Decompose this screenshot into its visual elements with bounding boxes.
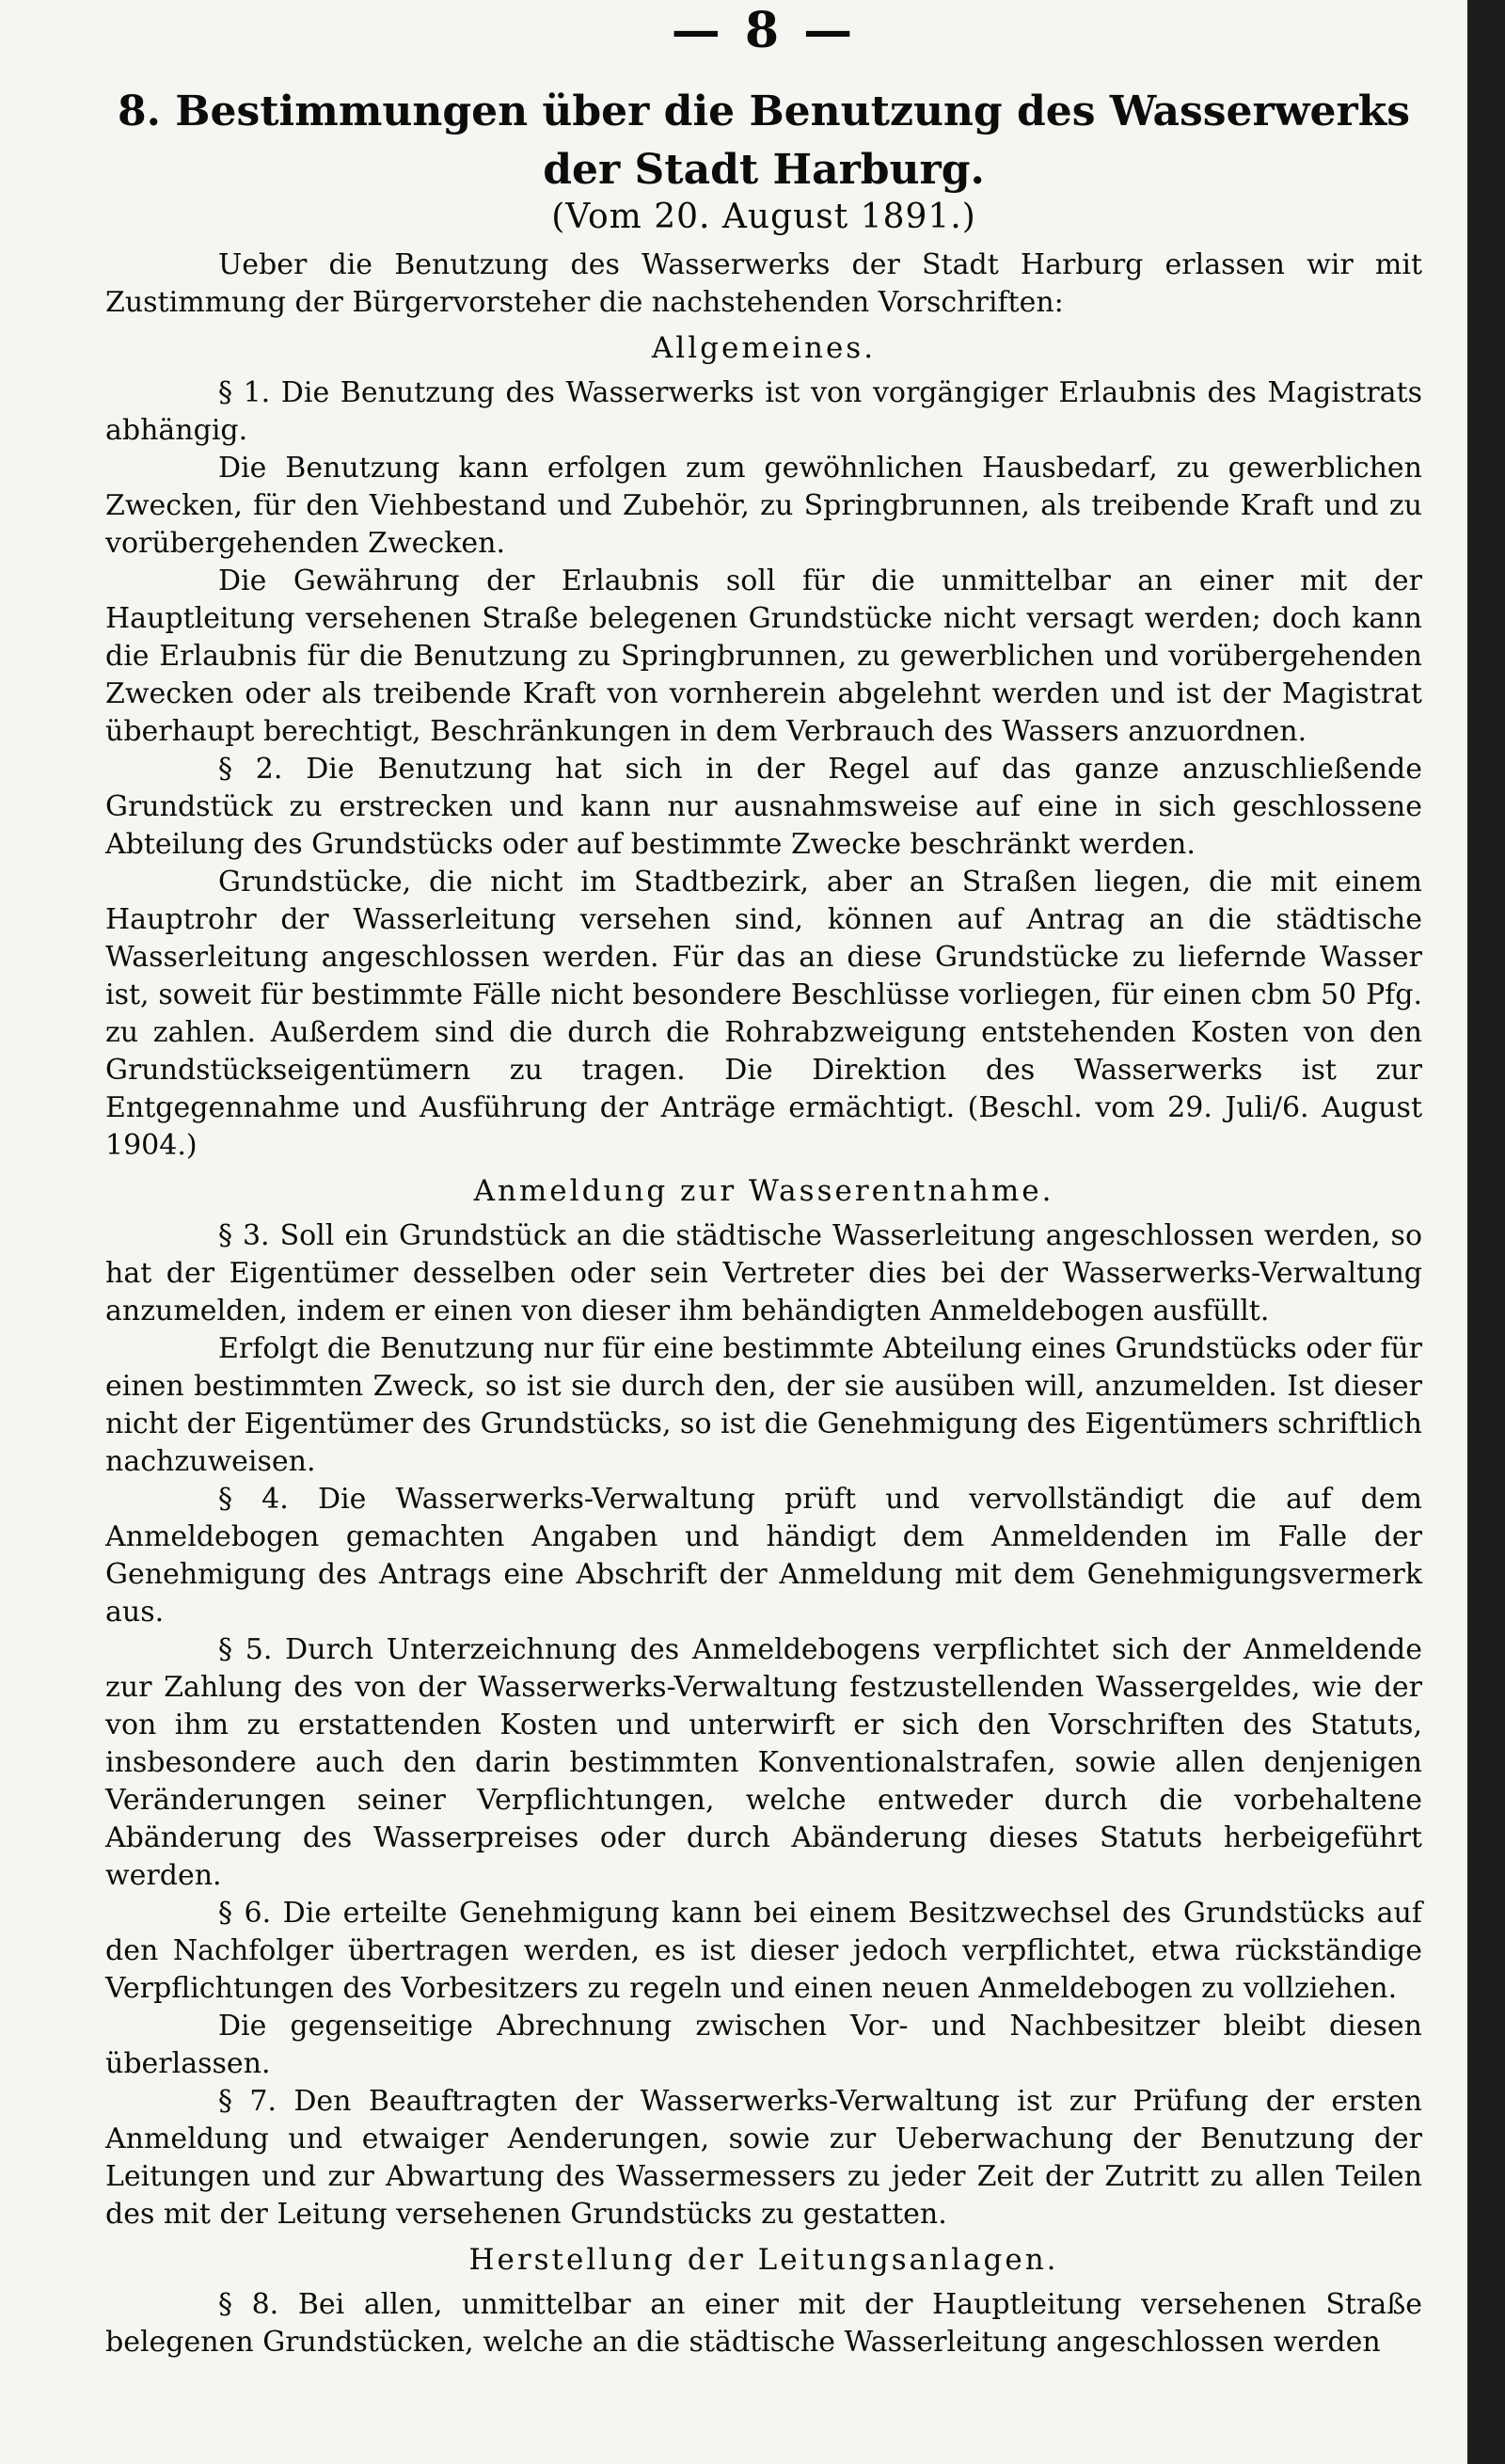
dateline: (Vom 20. August 1891.): [551, 198, 976, 236]
section-heading-registration: Anmeldung zur Wasserentnahme.: [473, 1174, 1054, 1208]
section-heading-installation: Herstellung der Leitungsanlagen.: [468, 2243, 1059, 2277]
scan-edge-strip: [1467, 0, 1505, 2464]
paragraph-s4: § 4. Die Wasserwerks-Verwaltung prüft und vervollständigt die auf dem Anmeldebogen gemachten Angaben und händigt dem Anmeldenden im Falle der Genehmigung des Antrags eine Abschrift der Anmeldung mit dem Genehmigungsvermerk aus.: [105, 1483, 1422, 1629]
paragraph-s2: § 2. Die Benutzung hat sich in der Regel auf das ganze anzuschließende Grundstück zu erstrecken und kann nur ausnahmsweise auf eine in sich geschlossene Abteilung des Grundstücks oder auf bestimmte Zwecke beschränkt werden.: [105, 753, 1422, 861]
paragraph-s6: § 6. Die erteilte Genehmigung kann bei einem Besitzwechsel des Grundstücks auf den Nachfolger übertragen werden, es ist dieser jedoch verpflichtet, etwa rückständige Verpflichtungen des Vorbesitzers zu regeln und einen neuen Anmeldebogen zu vollziehen.: [105, 1897, 1422, 2005]
paragraph-s3b: Erfolgt die Benutzung nur für eine bestimmte Abteilung eines Grundstücks oder für einen bestimmten Zweck, so ist sie durch den, der sie ausüben will, anzumelden. Ist dieser nicht der Eigentümer des Grundstücks, so ist die Genehmigung des Eigentümers schriftlich nachzuweisen.: [105, 1332, 1422, 1478]
paragraph-s7: § 7. Den Beauftragten der Wasserwerks-Verwaltung ist zur Prüfung der ersten Anmeldung und etwaiger Aenderungen, sowie zur Ueberwachung der Benutzung der Leitungen und zur Abwartung des Wassermessers zu jeder Zeit der Zutritt zu allen Teilen des mit der Leitung versehenen Grundstücks zu gestatten.: [105, 2085, 1422, 2231]
paragraph-s3: § 3. Soll ein Grundstück an die städtische Wasserleitung angeschlossen werden, so hat der Eigentümer desselben oder sein Vertreter dies bei der Wasserwerks-Verwaltung anzumelden, indem er einen von dieser ihm behändigten Anmeldebogen ausfüllt.: [105, 1219, 1422, 1327]
paragraph-s5: § 5. Durch Unterzeichnung des Anmeldebogens verpflichtet sich der Anmeldende zur Zahlung des von der Wasserwerks-Verwaltung festzustellenden Wassergeldes, wie der von ihm zu erstattenden Kosten und unterwirft er sich den Vorschriften des Statuts, insbesondere auch den darin bestimmten Konventionalstrafen, sowie allen denjenigen Veränderungen seiner Verpflichtungen, welche entweder durch die vorbehaltene Abänderung des Wasserpreises oder durch Abänderung dieses Statuts herbeigeführt werden.: [105, 1633, 1422, 1892]
paragraph-s6b: Die gegenseitige Abrechnung zwischen Vor- und Nachbesitzer bleibt diesen überlassen.: [105, 2010, 1422, 2080]
title-line-2: der Stadt Harburg.: [543, 146, 985, 194]
paragraph-s8: § 8. Bei allen, unmittelbar an einer mit der Hauptleitung versehenen Straße belegenen Grundstücken, welche an die städtische Wasserleitung angeschlossen werden: [105, 2288, 1422, 2359]
paragraph-s1b: Die Benutzung kann erfolgen zum gewöhnlichen Hausbedarf, zu gewerblichen Zwecken, für den Viehbestand und Zubehör, zu Springbrunnen, als treibende Kraft und zu vorübergehenden Zwecken.: [105, 452, 1422, 560]
page-number: — 8 —: [671, 2, 857, 59]
paragraph-s1: § 1. Die Benutzung des Wasserwerks ist von vorgängiger Erlaubnis des Magistrats abhängig.: [105, 376, 1422, 447]
title-line-1: 8. Bestimmungen über die Benutzung des Wasserwerks: [118, 87, 1410, 135]
body-text: [105, 246, 1422, 2361]
intro-paragraph: Ueber die Benutzung des Wasserwerks der Stadt Harburg erlassen wir mit Zustimmung der Bürgervorsteher die nachstehenden Vorschriften:: [105, 248, 1422, 319]
document-title: [105, 83, 1422, 199]
paragraph-s2b: Grundstücke, die nicht im Stadtbezirk, aber an Straßen liegen, die mit einem Hauptrohr der Wasserleitung versehen sind, können auf Antrag an die städtische Wasserleitung angeschlossen werden. Für das an diese Grundstücke zu liefernde Wasser ist, soweit für bestimmte Fälle nicht besondere Beschlüsse vorliegen, für einen cbm 50 Pfg. zu zahlen. Außerdem sind die durch die Rohrabzweigung entstehenden Kosten von den Grundstückseigentümern zu tragen. Die Direktion des Wasserwerks ist zur Entgegennahme und Ausführung der Anträge ermächtigt. (Beschl. vom 29. Juli/6. August 1904.): [105, 866, 1422, 1162]
section-heading-general: Allgemeines.: [651, 331, 877, 365]
paragraph-s1c: Die Gewährung der Erlaubnis soll für die unmittelbar an einer mit der Hauptleitung versehenen Straße belegenen Grundstücke nicht versagt werden; doch kann die Erlaubnis für die Benutzung zu Springbrunnen, zu gewerblichen und vorübergehenden Zwecken oder als treibende Kraft von vornherein abgelehnt werden und ist der Magistrat überhaupt berechtigt, Beschränkungen in dem Verbrauch des Wassers anzuordnen.: [105, 564, 1422, 748]
